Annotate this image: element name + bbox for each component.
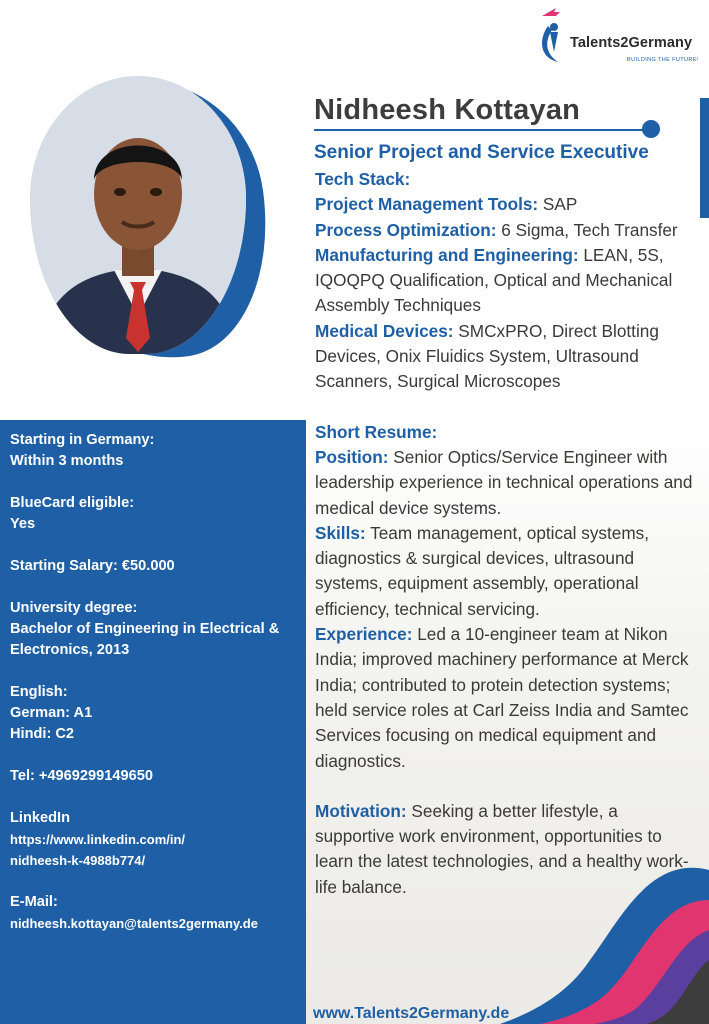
tech-stack-heading: Tech Stack: — [315, 169, 411, 189]
person-portrait-icon — [30, 76, 246, 354]
resume-position: Position: Senior Optics/Service Engineer with leadership experience in technical operations and medical device systems. — [315, 446, 693, 518]
motivation: Motivation: Seeking a better lifestyle, a supportive work environment, opportunities to learn the latest technologies, and a healthy work-life balance. — [315, 800, 689, 897]
resume-skills: Skills: Team management, optical systems, diagnostics & surgical devices, ultrasound systems, equipment assembly, operational efficiency, technical servicing. — [315, 522, 650, 619]
tech-item-medical: Medical Devices: SMCxPRO, Direct Blotting Devices, Onix Fluidics System, Ultrasound Scanners, Surgical Microscopes — [315, 320, 659, 392]
name-underline — [314, 129, 644, 131]
tech-item-process: Process Optimization: 6 Sigma, Tech Transfer — [315, 219, 678, 240]
resume-experience: Experience: Led a 10-engineer team at Nikon India; improved machinery performance at Merck India; contributed to protein detection systems; held service roles at Carl Zeiss India and Samtec Services focusing on medical equipment and diagnostics. — [315, 624, 689, 771]
fact-bluecard: BlueCard eligible: Yes — [10, 495, 135, 532]
candidate-photo — [30, 76, 246, 354]
profile-content — [315, 167, 700, 900]
fact-degree: University degree: Bachelor of Engineering in Electrical & Electronics, 2013 — [10, 600, 280, 658]
fact-email: E-Mail: nidheesh.kottayan@talents2germany.de — [10, 892, 302, 934]
fact-salary: Starting Salary: €50.000 — [10, 558, 175, 574]
fact-languages: English: German: A1 Hindi: C2 — [10, 684, 93, 742]
fact-tel: Tel: +4969299149650 — [10, 768, 153, 784]
tech-item-pm: Project Management Tools: SAP — [315, 194, 578, 215]
facts-list — [10, 430, 302, 955]
candidate-name: Nidheesh Kottayan — [314, 94, 581, 126]
website-link[interactable]: www.Talents2Germany.de — [313, 1005, 510, 1022]
decorative-swoosh — [500, 860, 709, 1024]
fact-start: Starting in Germany: Within 3 months — [10, 432, 155, 469]
name-underline-dot — [642, 120, 660, 138]
fact-linkedin: LinkedIn https://www.linkedin.com/in/ nidheesh-k-4988b774/ — [10, 808, 302, 871]
right-accent-bar — [700, 98, 709, 218]
logo-tagline: BUILDING THE FUTURE! — [627, 57, 699, 63]
candidate-job-title: Senior Project and Service Executive — [314, 142, 649, 163]
tech-item-manufacturing: Manufacturing and Engineering: LEAN, 5S, IQOQPQ Qualification, Optical and Mechanical Assembly Techniques — [315, 244, 673, 316]
logo-wordmark: Talents2Germany — [570, 35, 693, 51]
linkedin-url-link[interactable]: https://www.linkedin.com/in/ nidheesh-k-4988b774/ — [10, 832, 186, 868]
resume-heading: Short Resume: — [315, 421, 438, 442]
email-link[interactable]: nidheesh.kottayan@talents2germany.de — [10, 916, 258, 931]
